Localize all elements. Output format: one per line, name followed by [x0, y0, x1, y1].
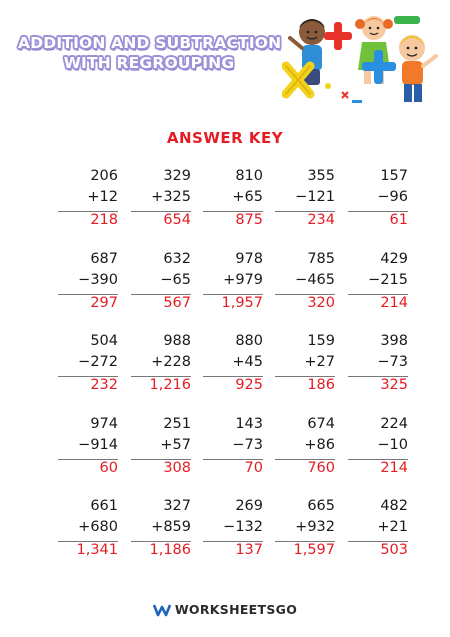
problem-operand: −215	[368, 271, 408, 288]
problem-row	[58, 331, 418, 414]
problem-top-number: 429	[380, 250, 408, 267]
problem-item	[203, 414, 263, 479]
problem-answer: 325	[380, 377, 408, 393]
problem-operand: +45	[232, 354, 263, 370]
problem-answer: 875	[235, 212, 263, 228]
problem-operand: −96	[377, 189, 408, 205]
problem-top-number: 687	[90, 250, 118, 267]
problem-item	[348, 414, 408, 479]
problem-row	[58, 414, 418, 497]
title-line-2: WITH REGROUPING	[63, 54, 235, 72]
problem-operand: +65	[232, 189, 263, 205]
problem-operand: +12	[87, 189, 118, 205]
problem-top-number: 224	[380, 415, 408, 432]
problem-item	[275, 414, 335, 479]
problem-answer: 1,341	[76, 542, 118, 558]
minus-sign-icon	[394, 16, 420, 24]
problem-answer: 308	[163, 459, 191, 476]
problem-top-number: 880	[235, 333, 263, 349]
problem-operand: +21	[377, 519, 408, 535]
problem-operand: −914	[78, 436, 118, 453]
problem-operand: +979	[223, 271, 263, 288]
kid-right-icon	[399, 35, 436, 102]
problem-answer: 137	[235, 542, 263, 558]
problem-answer: 1,597	[293, 542, 335, 558]
problem-top-number: 143	[235, 415, 263, 432]
problem-top-number: 355	[307, 168, 335, 184]
problem-operand: −465	[295, 271, 335, 288]
problem-top-number: 504	[90, 333, 118, 349]
worksheetsgo-logo-icon	[153, 603, 171, 617]
problem-operand: +859	[151, 519, 191, 535]
problem-operand: +27	[304, 354, 335, 370]
problem-operand: +325	[151, 189, 191, 205]
problem-item	[348, 166, 408, 231]
problem-item	[203, 331, 263, 396]
problem-item	[131, 166, 191, 231]
brand-name: WORKSHEETSGO	[174, 602, 298, 617]
problem-operand: +932	[295, 519, 335, 535]
problem-operand: +228	[151, 354, 191, 370]
problem-row	[58, 166, 418, 249]
problem-answer: 567	[163, 294, 191, 311]
problem-top-number: 632	[163, 250, 191, 267]
problem-top-number: 327	[163, 498, 191, 514]
problem-top-number: 157	[380, 168, 408, 184]
problem-item	[131, 414, 191, 479]
problem-top-number: 661	[90, 498, 118, 514]
title-line-1: ADDITION AND SUBTRACTION	[18, 34, 282, 52]
problem-top-number: 810	[235, 168, 263, 184]
problem-top-number: 269	[235, 498, 263, 514]
answer-key-heading: ANSWER KEY	[166, 129, 284, 147]
problem-operand: −390	[78, 271, 118, 288]
problem-operand: +680	[78, 519, 118, 535]
problem-answer: 654	[163, 212, 191, 228]
problem-answer: 218	[90, 212, 118, 228]
problem-answer: 234	[307, 212, 335, 228]
problem-answer: 760	[307, 459, 335, 476]
problem-item	[348, 496, 408, 561]
problem-row	[58, 496, 418, 579]
problem-item	[58, 166, 118, 231]
problem-answer: 214	[380, 459, 408, 476]
problem-answer: 60	[99, 459, 118, 476]
problem-answer: 925	[235, 377, 263, 393]
problem-top-number: 398	[380, 333, 408, 349]
problem-operand: +86	[304, 436, 335, 453]
problem-item	[131, 249, 191, 314]
problem-top-number: 329	[163, 168, 191, 184]
problem-item	[131, 496, 191, 561]
problem-operand: −73	[377, 354, 408, 370]
problem-operand: −272	[78, 354, 118, 370]
problem-item	[58, 249, 118, 314]
problem-item	[58, 414, 118, 479]
kids-with-math-symbols-icon	[282, 8, 440, 112]
problem-item	[58, 331, 118, 396]
problem-item	[58, 496, 118, 561]
problem-top-number: 785	[307, 250, 335, 267]
problem-top-number: 974	[90, 415, 118, 432]
problem-item	[275, 166, 335, 231]
problem-item	[275, 249, 335, 314]
problem-top-number: 159	[307, 333, 335, 349]
problem-answer: 186	[307, 377, 335, 393]
problem-row	[58, 249, 418, 332]
problem-operand: −65	[160, 271, 191, 288]
problem-answer: 503	[380, 542, 408, 558]
problem-top-number: 978	[235, 250, 263, 267]
problem-top-number: 665	[307, 498, 335, 514]
problem-operand: −10	[377, 436, 408, 453]
problem-operand: −121	[295, 189, 335, 205]
problem-answer: 232	[90, 377, 118, 393]
problem-top-number: 206	[90, 168, 118, 184]
problem-item	[203, 496, 263, 561]
worksheet-title	[18, 33, 280, 73]
problem-item	[348, 331, 408, 396]
problem-answer: 297	[90, 294, 118, 311]
problem-answer: 320	[307, 294, 335, 311]
plus-sign-red-icon	[324, 22, 352, 50]
problem-item	[275, 496, 335, 561]
problem-top-number: 251	[163, 415, 191, 432]
problem-item	[131, 331, 191, 396]
problem-top-number: 988	[163, 333, 191, 349]
problem-top-number: 674	[307, 415, 335, 432]
problem-answer: 70	[244, 459, 263, 476]
problem-answer: 1,216	[149, 377, 191, 393]
problem-operand: −132	[223, 519, 263, 535]
problem-answer: 214	[380, 294, 408, 311]
problem-item	[203, 249, 263, 314]
problem-item	[275, 331, 335, 396]
problem-operand: +57	[160, 436, 191, 453]
problem-item	[203, 166, 263, 231]
problem-answer: 1,186	[149, 542, 191, 558]
problem-operand: −73	[232, 436, 263, 453]
problem-answer: 61	[389, 212, 408, 228]
footer-brand	[0, 602, 450, 617]
problems-grid	[58, 166, 418, 579]
problem-item	[348, 249, 408, 314]
problem-top-number: 482	[380, 498, 408, 514]
problem-answer: 1,957	[221, 294, 263, 311]
